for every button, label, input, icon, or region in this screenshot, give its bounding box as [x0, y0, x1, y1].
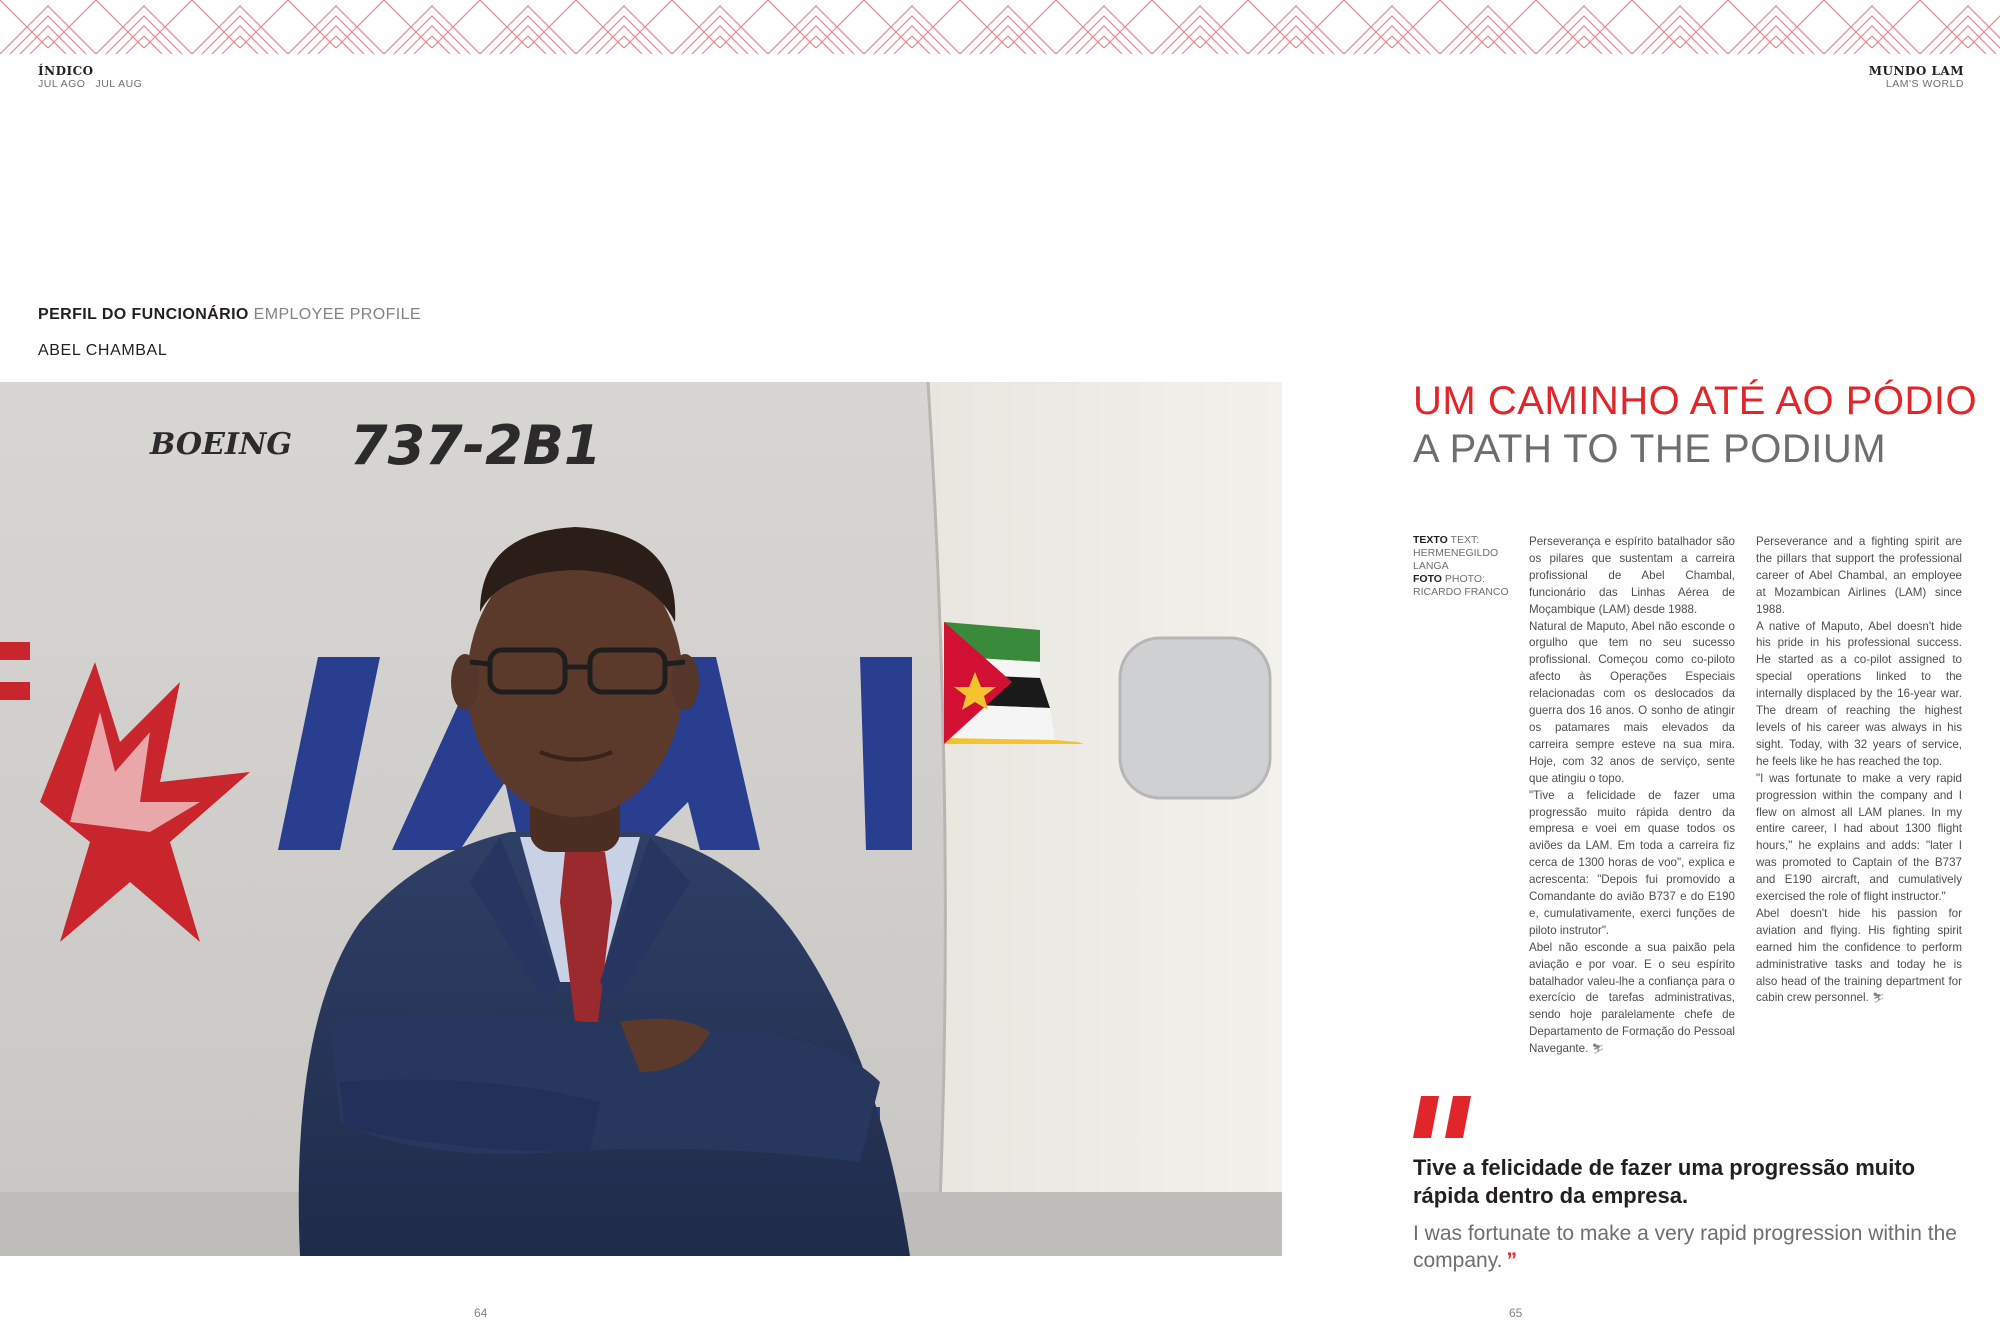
article-body-en	[1756, 534, 1962, 1008]
article-title-en: A PATH TO THE PODIUM	[1413, 427, 1887, 471]
paragraph: Natural de Maputo, Abel não esconde o orgulho que tem no seu sucesso profissional. Começou como co-piloto afecto às Operações Especiais relacionadas com os deslocados da guerra dos 16 anos. O sonho de atingir os patamares mais elevados da carreira sempre esteve na sua mira. Hoje, com 32 anos de serviço, sente que atingiu o topo.	[1529, 619, 1735, 785]
paragraph	[1529, 940, 1735, 1059]
paragraph-text: Abel não esconde a sua paixão pela aviação e por voar. E o seu espírito batalhador valeu-lhe a confiança para o exercício de tarefas administrativas, sendo hoje paralelamente chefe de Departamento de Formação do Pessoal Navegante.	[1529, 940, 1735, 1056]
profile-label-en: EMPLOYEE PROFILE	[253, 306, 421, 323]
svg-text:737-2B1: 737-2B1	[350, 414, 602, 477]
article-credits	[1413, 534, 1513, 599]
pull-quote-en	[1413, 1220, 1973, 1274]
magazine-header	[38, 64, 142, 91]
photo-author: RICARDO FRANCO	[1413, 586, 1509, 598]
section-title: MUNDO LAM	[1868, 64, 1964, 78]
text-credit	[1413, 534, 1513, 547]
paragraph: Perseverance and a fighting spirit are the pillars that support the professional career of Abel Chambal, an employee at Mozambican Airlines (LAM) since 1988.	[1756, 535, 1962, 616]
header-pattern	[0, 0, 2000, 54]
issue-date-pt: JUL AGO	[38, 78, 86, 90]
paragraph: Perseverança e espírito batalhador são os pilares que sustentam a carreira profissional de Abel Chambal, funcionário das Linhas Aérea de Moçambique (LAM) desde 1988.	[1529, 535, 1735, 616]
issue-date-en: JUL AUG	[95, 78, 143, 90]
profile-label	[38, 306, 421, 324]
paragraph-text: Abel doesn't hide his passion for aviation and flying. His fighting spirit earned him the confidence to perform administrative tasks and today he is also head of the training department for cabin crew personnel.	[1756, 906, 1962, 1005]
page-number-left: 64	[474, 1306, 488, 1320]
text-credit-label: TEXTO	[1413, 534, 1448, 546]
paragraph: "Tive a felicidade de fazer uma progressão muito rápida dentro da empresa e voei em quase todos os aviões da LAM. Em toda a carreira fiz cerca de 1300 horas de voo", explica e acrescenta: "Depois fui promovido a Comandante do avião B737 e do E190 e, cumulativamente, exerci funções de piloto instrutor".	[1529, 788, 1735, 937]
issue-date	[38, 78, 142, 91]
article-title-pt: UM CAMINHO ATÉ AO PÓDIO	[1413, 379, 1978, 423]
end-mark-icon: ⛷	[1872, 993, 1885, 1005]
photo-credit	[1413, 573, 1513, 586]
section-subtitle: LAM'S WORLD	[1885, 78, 1964, 90]
magazine-title: ÍNDICO	[38, 64, 94, 78]
quote-close-icon: ”	[1506, 1249, 1517, 1272]
pull-quote-en-text: I was fortunate to make a very rapid progression within the company.	[1413, 1222, 1957, 1272]
photo-credit-label: FOTO	[1413, 573, 1442, 585]
paragraph: "I was fortunate to make a very rapid progression within the company and I flew on almost all LAM planes. In my entire career, I had about 1300 flight hours," he explains and adds: "later I was promoted to Captain of the B737 and E190 aircraft, and cumulatively exercised the role of flight instructor."	[1756, 771, 1962, 904]
profile-label-pt: PERFIL DO FUNCIONÁRIO	[38, 306, 249, 323]
article-body-pt	[1529, 534, 1735, 1059]
profile-photo	[0, 382, 1282, 1256]
svg-text:BOEING: BOEING	[150, 427, 292, 462]
page-number-right: 65	[1509, 1306, 1523, 1320]
paragraph: A native of Maputo, Abel doesn't hide his pride in his professional success. He started as a co-pilot assigned to special operations linked to the internally displaced by the 16-year war. The dream of reaching the highest levels of his career was always in his sight. Today, with 32 years of service, he feels like he has reached the top.	[1756, 619, 1962, 768]
paragraph	[1756, 906, 1962, 1008]
text-credit-label-en: TEXT:	[1450, 534, 1480, 546]
end-mark-icon: ⛷	[1591, 1044, 1605, 1056]
photo-credit-label-en: PHOTO:	[1444, 573, 1485, 585]
text-author: HERMENEGILDO LANGA	[1413, 547, 1499, 572]
person-name: ABEL CHAMBAL	[38, 342, 168, 359]
quote-open-icon	[1413, 1096, 1473, 1138]
pull-quote-pt: Tive a felicidade de fazer uma progressão muito rápida dentro da empresa.	[1413, 1155, 1916, 1208]
section-header	[1869, 64, 1964, 91]
